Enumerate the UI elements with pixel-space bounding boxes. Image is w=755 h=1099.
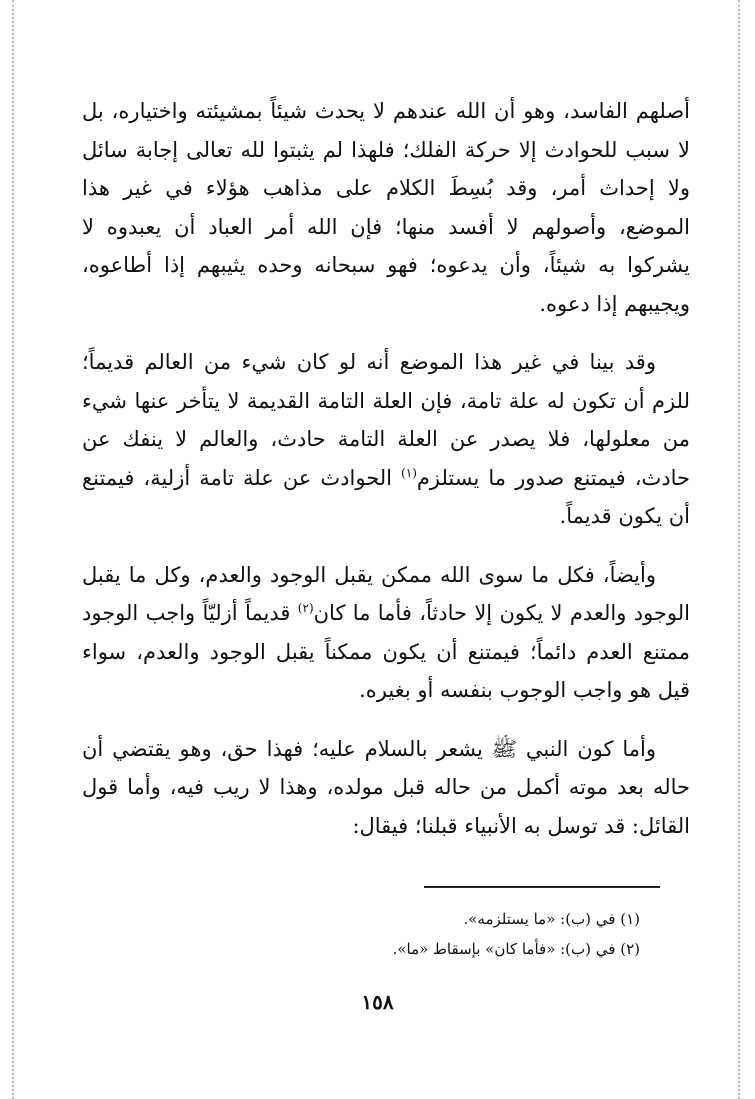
paragraph-3 [82, 556, 690, 710]
footnote-2: (٢) في (ب): «فأما كان» بإسقاط «ما». [392, 940, 640, 958]
left-margin-dotted-line [12, 0, 14, 1099]
paragraph-1: أصلهم الفاسد، وهو أن الله عندهم لا يحدث شيئاً بمشيئته واختياره، بل لا سبب للحوادث إلا حركة الفلك؛ فلهذا لم يثبتوا لله تعالى إجابة سائل ولا إحداث أمر، وقد بُسِطَ الكلام على مذاهب هؤلاء في غير هذا الموضع، وأصولهم لا أفسد منها؛ فإن الله أمر العباد أن يعبدوه لا يشركوا به شيئاً، وأن يدعوه؛ فهو سبحانه وحده يثيبهم إذا أطاعوه، ويجيبهم إذا دعوه. [82, 99, 690, 316]
page-number: ١٥٨ [361, 990, 394, 1014]
paragraph-2-text-after: الحوادث عن علة تامة أزلية، فيمتنع أن يكون قديماً. [82, 465, 690, 528]
paragraph-2-text-before: وقد بينا في غير هذا الموضع أنه لو كان شيء من العالم قديماً؛ للزم أن تكون له علة تامة، فإن العلة التامة القديمة لا يتأخر عنها شيء من معلولها، فلا يصدر عن العلة التامة حادث، والعالم لا ينفك عن حادث، فيمتنع صدور ما يستلزم [82, 350, 690, 490]
paragraph-3-text-after: قديماً أزليّاً واجب الوجود ممتنع العدم دائماً؛ فيمتنع أن يكون ممكناً يقبل الوجود والعدم، سواء قيل هو واجب الوجوب بنفسه أو بغيره. [82, 601, 690, 702]
footnotes [200, 904, 640, 964]
body-text [82, 92, 690, 865]
paragraph-4: وأما كون النبي ﷺ يشعر بالسلام عليه؛ فهذا حق، وهو يقتضي أن حاله بعد موته أكمل من حاله قبل مولده، وهذا لا ريب فيه، وأما قول القائل: قد توسل به الأنبياء قبلنا؛ فيقال: [82, 736, 690, 838]
footnote-ref-1[interactable]: (١) [401, 465, 417, 480]
right-margin-dotted-line [738, 0, 740, 1099]
paragraph-2 [82, 343, 690, 536]
paragraph-3-text-before: وأيضاً، فكل ما سوى الله ممكن يقبل الوجود والعدم، وكل ما يقبل الوجود والعدم لا يكون إلا حادثاً، فأما ما كان [82, 562, 690, 625]
footnote-separator [424, 886, 660, 888]
footnote-1: (١) في (ب): «ما يستلزمه». [463, 910, 640, 928]
footnote-ref-2[interactable]: (٢) [297, 601, 314, 615]
